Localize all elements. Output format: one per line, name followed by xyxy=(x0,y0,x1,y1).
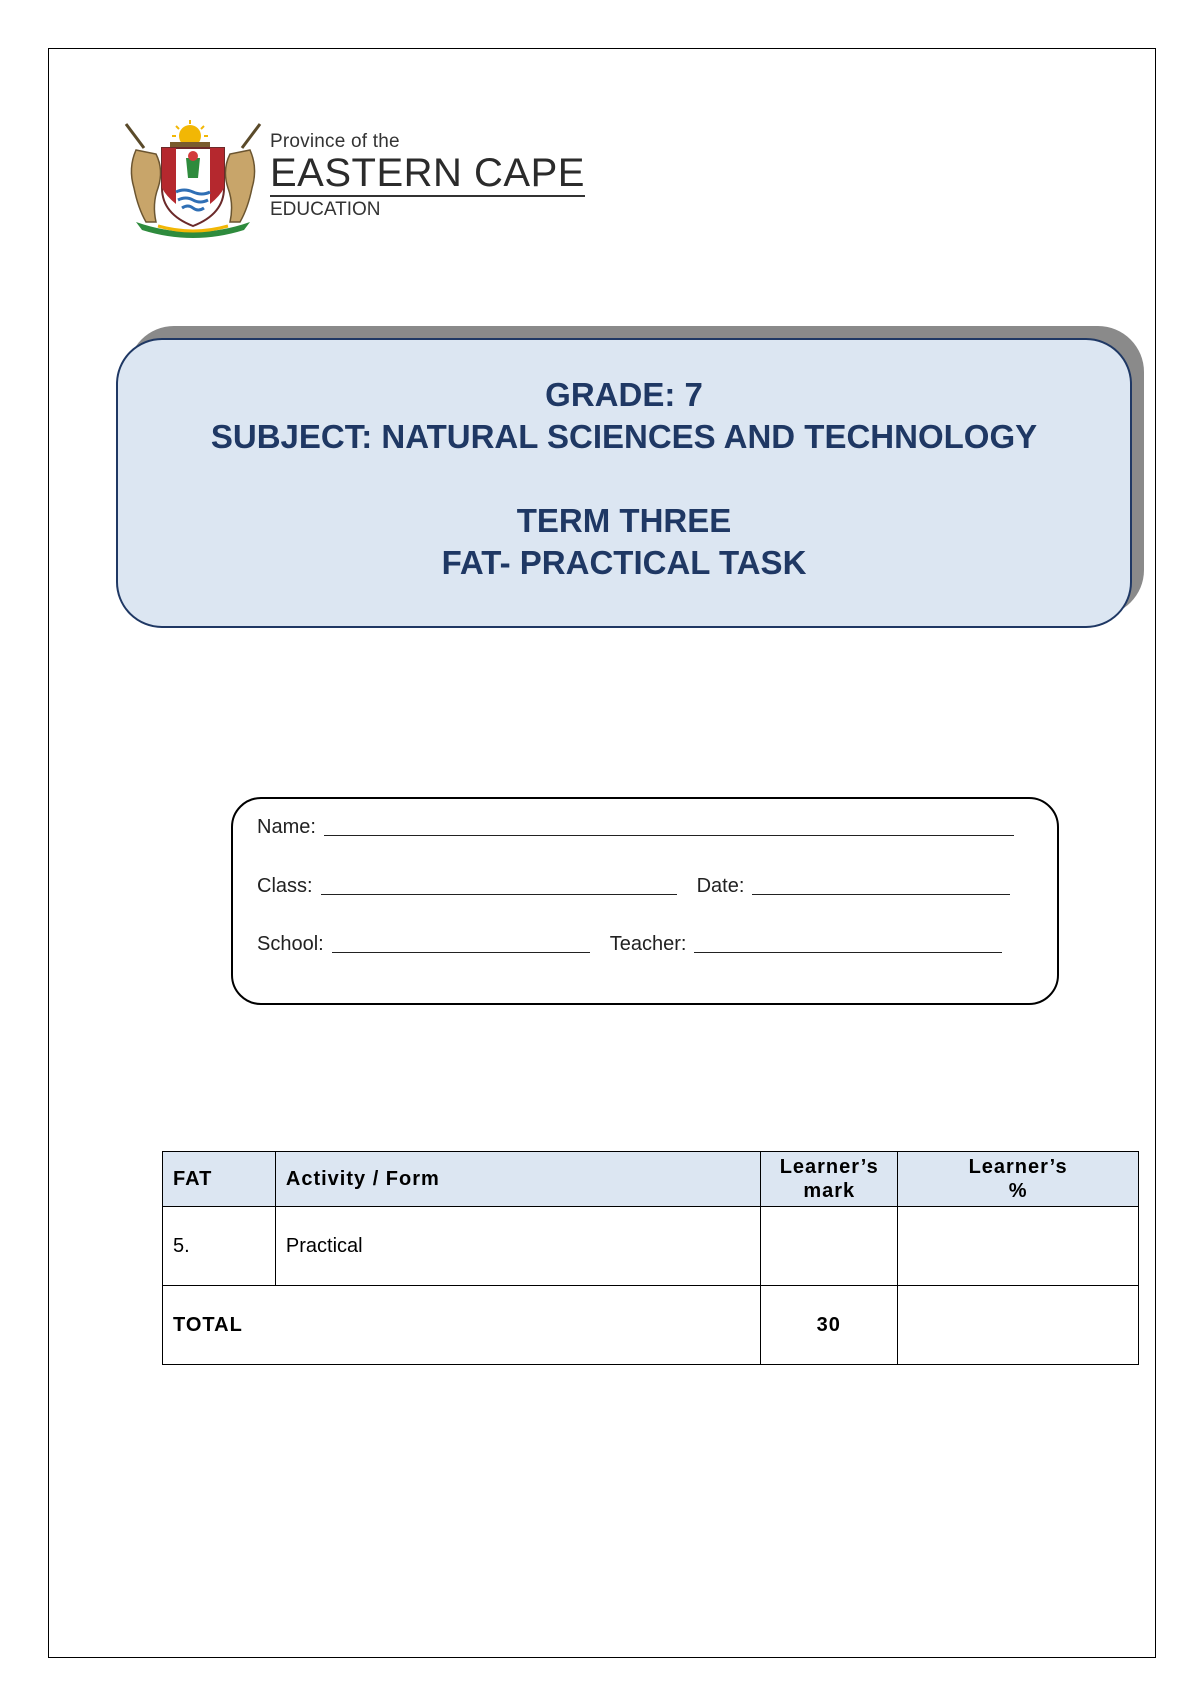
marks-table xyxy=(162,1151,1139,1365)
title-box xyxy=(116,338,1132,628)
name-label: Name: xyxy=(257,816,316,838)
date-field[interactable] xyxy=(752,874,1010,895)
header-activity: Activity / Form xyxy=(275,1152,760,1207)
header-fat: FAT xyxy=(163,1152,276,1207)
table-header-row xyxy=(163,1152,1139,1207)
class-label: Class: xyxy=(257,875,313,897)
teacher-field[interactable] xyxy=(694,932,1002,953)
learner-info-box xyxy=(231,797,1059,1005)
grade-title: GRADE: 7 xyxy=(545,376,703,413)
header-learner-percent-line2: % xyxy=(1008,1180,1028,1202)
school-field[interactable] xyxy=(332,932,590,953)
class-field[interactable] xyxy=(321,874,677,895)
cell-fat: 5. xyxy=(163,1207,276,1286)
eastern-cape-logo xyxy=(118,118,598,238)
term-title: TERM THREE xyxy=(516,502,732,539)
header-learner-mark-line2: mark xyxy=(803,1180,856,1202)
school-label: School: xyxy=(257,933,324,955)
name-field[interactable] xyxy=(324,815,1014,836)
header-learner-percent-line1: Learner’s xyxy=(968,1156,1068,1178)
teacher-label: Teacher: xyxy=(609,933,687,955)
subject-title: SUBJECT: NATURAL SCIENCES AND TECHNOLOGY xyxy=(210,418,1038,455)
total-row xyxy=(163,1286,1139,1365)
total-mark: 30 xyxy=(761,1286,898,1365)
logo-name: EASTERN CAPE xyxy=(270,151,585,195)
cell-activity: Practical xyxy=(275,1207,760,1286)
header-learner-mark-line1: Learner’s xyxy=(779,1156,879,1178)
coat-of-arms-icon xyxy=(118,118,268,238)
header-learner-mark xyxy=(761,1152,898,1207)
cell-learner-mark[interactable] xyxy=(761,1207,898,1286)
total-percent[interactable] xyxy=(898,1286,1139,1365)
task-title: FAT- PRACTICAL TASK xyxy=(441,544,807,581)
cell-learner-percent[interactable] xyxy=(898,1207,1139,1286)
logo-department: EDUCATION xyxy=(270,199,381,220)
total-label: TOTAL xyxy=(163,1286,761,1365)
date-label: Date: xyxy=(696,875,745,897)
header-learner-percent xyxy=(898,1152,1139,1207)
table-row xyxy=(163,1207,1139,1286)
logo-province: Province of the xyxy=(270,131,400,152)
